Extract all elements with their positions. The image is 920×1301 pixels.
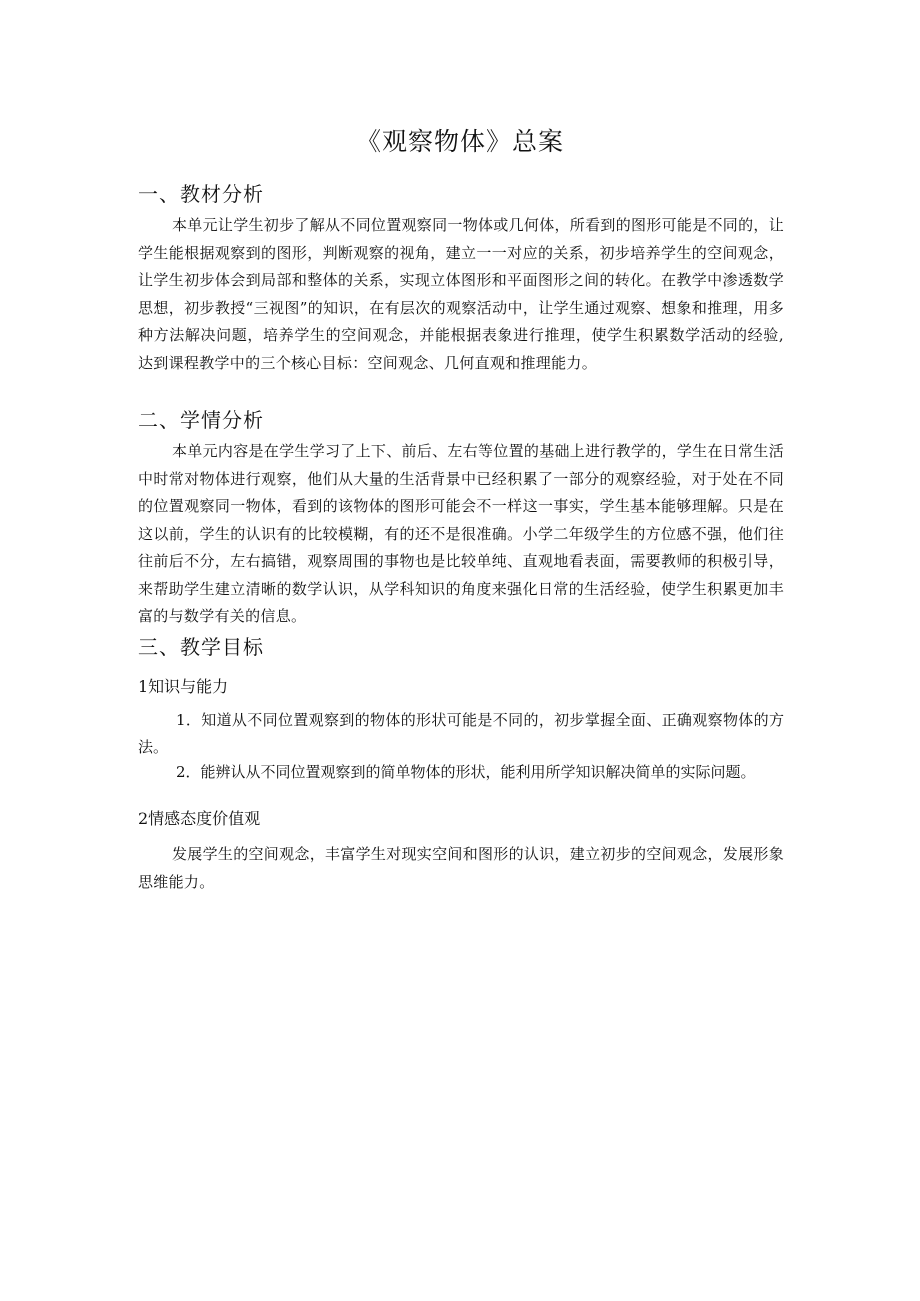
subheading-emotion-values: 2情感态度价值观 (138, 809, 261, 828)
section-paragraph-emotion-values: 发展学生的空间观念，丰富学生对现实空间和图形的认识，建立初步的空间观念，发展形象思维能力。 (138, 845, 785, 891)
section-heading-teaching-goals: 三、教学目标 (138, 635, 264, 659)
section-paragraph-textbook-analysis: 本单元让学生初步了解从不同位置观察同一物体或几何体，所看到的图形可能是不同的，让学生能根据观察到的图形，判断观察的视角，建立一一对应的关系，初步培养学生的空间观念，让学生初步体会到局部和整体的关系，实现立体图形和平面图形之间的转化。在教学中渗透数学思想，初步教授“三视图”的知识，在有层次的观察活动中，让学生通过观察、想象和推理，用多种方法解决问题，培养学生的空间观念，并能根据表象进行推理，使学生积累数学活动的经验,达到课程教学中的三个核心目标：空间观念、几何直观和推理能力。 (138, 216, 785, 372)
section-heading-textbook-analysis: 一、教材分析 (138, 182, 264, 206)
goal-item-2: 2．能辨认从不同位置观察到的简单物体的形状，能利用所学知识解决简单的实际问题。 (176, 763, 756, 781)
page-title: 《观察物体》总案 (355, 127, 564, 156)
section-paragraph-student-analysis: 本单元内容是在学生学习了上下、前后、左右等位置的基础上进行教学的，学生在日常生活中时常对物体进行观察，他们从大量的生活背景中已经积累了一部分的观察经验，对于处在不同的位置观察同一物体，看到的该物体的图形可能会不一样这一事实，学生基本能够理解。只是在这以前，学生的认识有的比较模糊，有的还不是很准确。小学二年级学生的方位感不强，他们往往前后不分，左右搞错，观察周围的事物也是比较单纯、直观地看表面，需要教师的积极引导，来帮助学生建立清晰的数学认识，从学科知识的角度来强化日常的生活经验，使学生积累更加丰富的与数学有关的信息。 (138, 442, 785, 625)
goal-item-1: 1．知道从不同位置观察到的物体的形状可能是不同的，初步掌握全面、正确观察物体的方法。 (138, 711, 784, 756)
section-heading-student-analysis: 二、学情分析 (138, 408, 264, 432)
subheading-knowledge-ability: 1知识与能力 (138, 677, 229, 696)
